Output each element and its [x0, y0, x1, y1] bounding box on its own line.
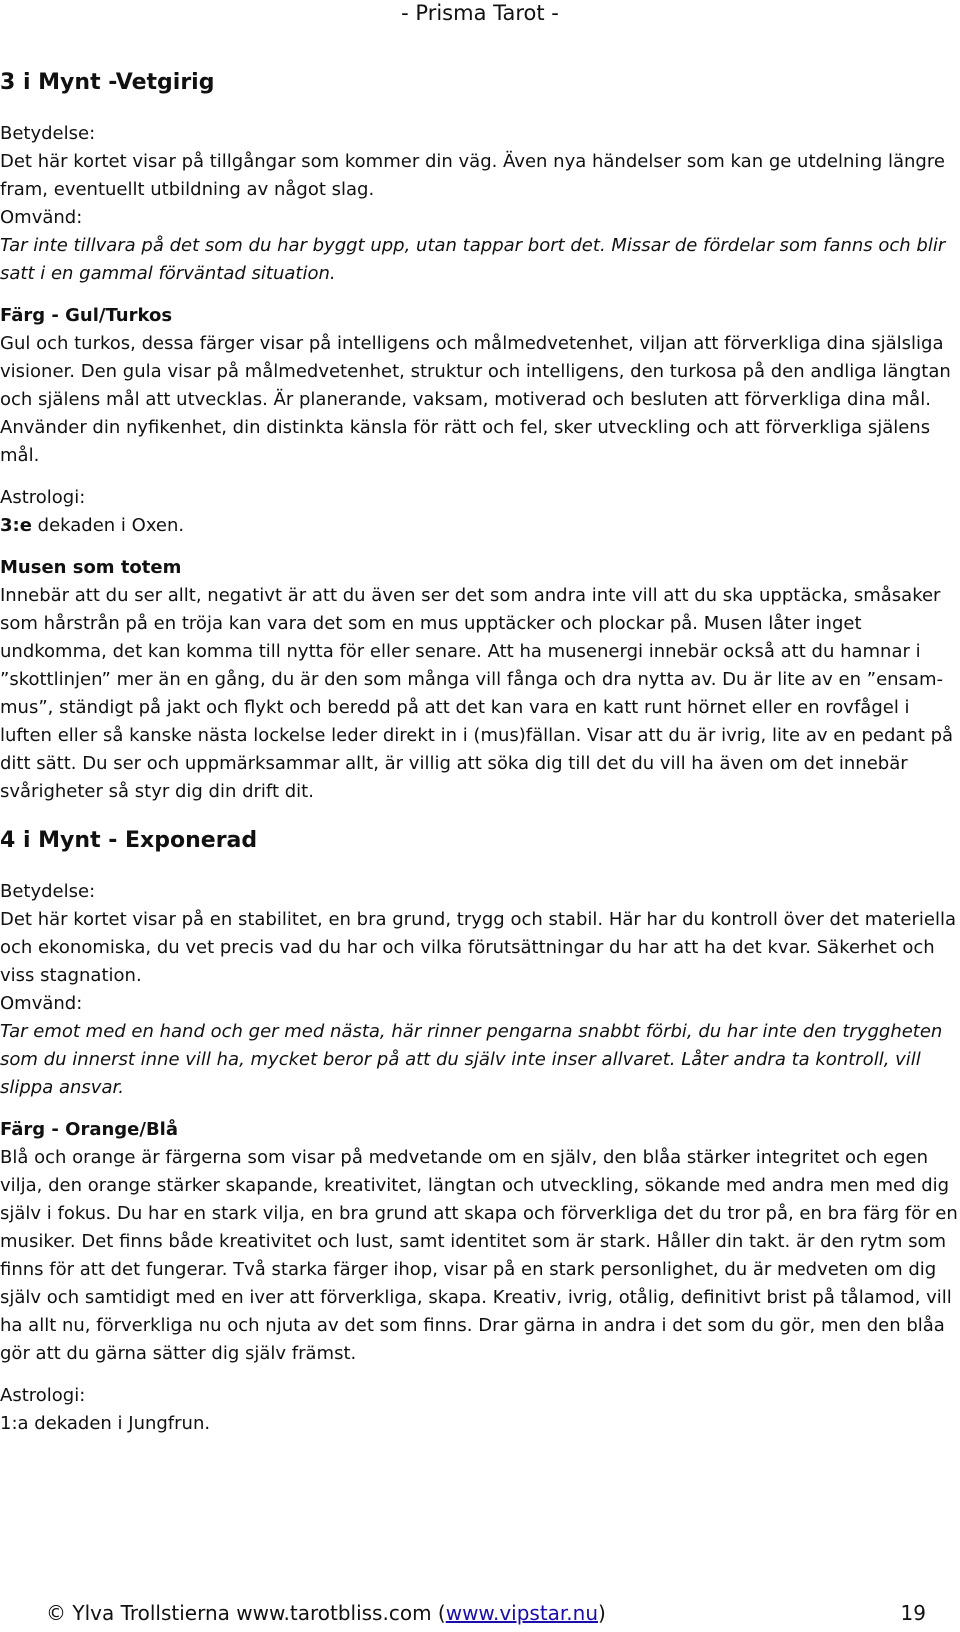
document-body: [0, 68, 958, 1438]
card1-betydelse-label: Betydelse:: [0, 123, 96, 144]
card1-astro-line: [0, 512, 958, 540]
card1-astro-label: Astrologi:: [0, 487, 86, 508]
card1-totem-label: Musen som totem: [0, 557, 182, 578]
card2-omvand-label: Omvänd:: [0, 993, 83, 1014]
card2-betydelse-text: Det här kortet visar på en stabilitet, en bra grund, trygg och stabil. Här har du kontroll över det materiella och ekonomiska, du vet precis vad du har och vilka förutsättningar du har att ha det kvar. Säkerhet och viss stagnation.: [0, 909, 956, 986]
page-header: [0, 0, 960, 26]
page-footer: [46, 1600, 926, 1626]
card1-farg-text: Gul och turkos, dessa färger visar på intelligens och målmedvetenhet, viljan att förverkliga dina själsliga visioner. Den gula visar på målmedvetenhet, struktur och intelligens, den turkosa på den andliga längtan och själens mål att utvecklas. Är planerande, vaksam, motiverad och besluten att förverkliga dina mål. Använder din nyfikenhet, din distinkta känsla för rätt och fel, sker utveckling och att förverkliga själens mål.: [0, 333, 951, 466]
page-number: 19: [900, 1601, 926, 1625]
card2-farg-text: Blå och orange är färgerna som visar på medvetande om en själv, den blåa stärker integritet och egen vilja, den orange stärker skapande, kreativitet, längtan och utveckling, sökande med andra men med dig själv i fokus. Du har en stark vilja, en bra grund att skapa och förverkliga det du tror på, en bra färg för en musiker. Det finns både kreativitet och lust, samt identitet som är stark. Håller din takt. är den rytm som finns för att det fungerar. Två starka färger ihop, visar på en stark personlighet, du är medveten om dig själv och samtidigt med en iver att förverkliga, skapa. Kreativ, ivrig, otålig, definitivt brist på tålamod, vill ha allt nu, förverkliga nu och njuta av det som finns. Drar gärna in andra i det som du gör, men den blåa gör att du gärna sätter dig själv främst.: [0, 1147, 958, 1364]
card1-omvand-text: Tar inte tillvara på det som du har byggt upp, utan tappar bort det. Missar de fördelar som fanns och blir satt i en gammal förväntad situation.: [0, 235, 946, 284]
card2-omvand-text: Tar emot med en hand och ger med nästa, här rinner pengarna snabbt förbi, du har inte den tryggheten som du innerst inne vill ha, mycket beror på att du själv inte inser allvaret. Låter andra ta kontroll, vill slippa ansvar.: [0, 1021, 943, 1098]
footer-link[interactable]: www.vipstar.nu: [445, 1601, 599, 1625]
card1-farg-label: Färg - Gul/Turkos: [0, 305, 173, 326]
card1-omvand-label: Omvänd:: [0, 207, 83, 228]
footer-copyright: © Ylva Trollstierna www.tarotbliss.com (: [46, 1601, 446, 1625]
card2-title: 4 i Mynt - Exponerad: [0, 828, 258, 853]
header-title: - Prisma Tarot -: [401, 1, 559, 25]
card1-betydelse-text: Det här kortet visar på tillgångar som kommer din väg. Även nya händelser som kan ge utdelning längre fram, eventuellt utbildning av något slag.: [0, 151, 945, 200]
card2-astro-text: 1:a dekaden i Jungfrun.: [0, 1413, 211, 1434]
card2-astro-label: Astrologi:: [0, 1385, 86, 1406]
card1-totem-text: Innebär att du ser allt, negativt är att du även ser det som andra inte vill att du ska upptäcka, småsaker som hårstrån på en tröja kan vara det som en mus upptäcker och plockar på. Musen låter inget undkomma, det kan komma till nytta för eller senare. Att ha musenergi innebär också att du hamnar i ”skottlinjen” mer än en gång, du är den som många vill fånga och dra nytta av. Du är lite av en ”ensam-mus”, ständigt på jakt och flykt och beredd på att det kan vara en katt runt hörnet eller en rovfågel i luften eller så kanske nästa lockelse leder direkt in i (mus)fällan. Visar att du är ivrig, lite av en pedant på ditt sätt. Du ser och uppmärksammar allt, är villig att söka dig till det du vill ha även om det innebär svårigheter så styr dig din drift dit.: [0, 585, 954, 802]
card1-astro-text: dekaden i Oxen.: [31, 515, 185, 536]
card2-farg-label: Färg - Orange/Blå: [0, 1119, 178, 1140]
card2-betydelse-label: Betydelse:: [0, 881, 96, 902]
card1-title: 3 i Mynt -Vetgirig: [0, 70, 215, 95]
footer-close-paren: ): [598, 1601, 606, 1625]
card1-astro-prefix: 3:e: [0, 515, 32, 536]
